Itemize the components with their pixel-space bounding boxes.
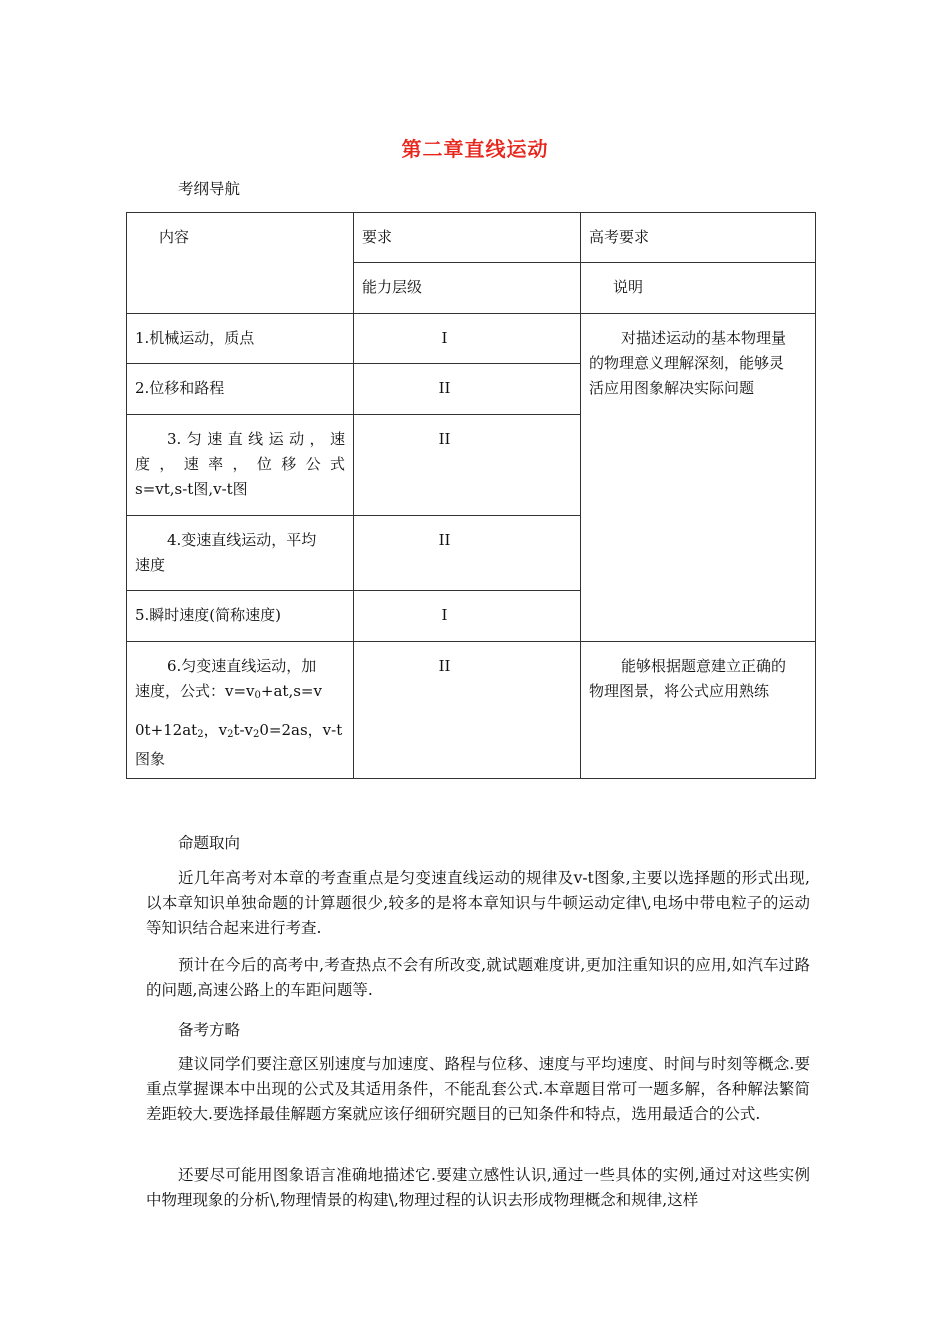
syllabus-table — [126, 212, 816, 779]
row-level: II — [354, 364, 581, 415]
row-level: I — [354, 314, 581, 364]
trend-paragraph-2: 预计在今后的高考中,考查热点不会有所改变,就试题难度讲,更加注重知识的应用,如汽车过路的问题,高速公路上的车距问题等. — [146, 956, 810, 999]
header-exam-requirement: 高考要求 — [581, 213, 816, 263]
note-line: 对描述运动的基本物理量 — [621, 329, 787, 347]
section-label-strategy: 备考方略 — [178, 1021, 241, 1039]
note-line: 能够根据题意建立正确的 — [621, 657, 787, 675]
table-row — [127, 642, 816, 779]
section-label-trend: 命题取向 — [178, 834, 241, 852]
row-content-line: s=vt,s-t图,v-t图 — [135, 480, 248, 498]
row-content: 1.机械运动，质点 — [127, 314, 354, 364]
section-label-outline: 考纲导航 — [178, 180, 241, 198]
row-content-line: 速度 — [135, 556, 166, 574]
note-line: 物理图景，将公式应用熟练 — [589, 682, 770, 700]
header-note: 说明 — [581, 263, 816, 314]
row-content-line: 4.变速直线运动，平均 — [167, 531, 317, 549]
row-content: 5.瞬时速度(简称速度) — [127, 591, 354, 642]
row-content — [127, 516, 354, 591]
table-row — [127, 314, 816, 364]
row-content-line: 3.匀速直线运动，速 — [167, 430, 345, 448]
header-requirement: 要求 — [354, 213, 581, 263]
row-content: 2.位移和路程 — [127, 364, 354, 415]
chapter-title: 第二章直线运动 — [401, 137, 549, 161]
strategy-paragraph-1: 建议同学们要注意区别速度与加速度、路程与位移、速度与平均速度、时间与时刻等概念.要重点掌握课本中出现的公式及其适用条件，不能乱套公式.本章题目常可一题多解，各种解法繁简差距较大.要选择最佳解题方案就应该仔细研究题目的已知条件和特点，选用最适合的公式. — [146, 1055, 810, 1123]
row-content-line: 6.匀变速直线运动，加 — [167, 657, 317, 675]
trend-paragraph-1: 近几年高考对本章的考查重点是匀变速直线运动的规律及v-t图象,主要以选择题的形式出现,以本章知识单独命题的计算题很少,较多的是将本章知识与牛顿运动定律\,电场中带电粒子的运动等知识结合起来进行考查. — [146, 869, 810, 937]
note-line: 活应用图象解决实际问题 — [589, 379, 755, 397]
strategy-paragraph-2: 还要尽可能用图象语言准确地描述它.要建立感性认识,通过一些具体的实例,通过对这些实例中物理现象的分析\,物理情景的构建\,物理过程的认识去形成物理概念和规律,这样 — [146, 1166, 810, 1209]
note-cell-1 — [581, 314, 816, 642]
row-level: I — [354, 591, 581, 642]
row-content-line: 图象 — [135, 750, 166, 768]
note-line: 的物理意义理解深刻，能够灵 — [589, 354, 785, 372]
row-level: II — [354, 642, 581, 779]
row-content — [127, 415, 354, 516]
row-content-line: 度，速率，位移公式 — [135, 455, 345, 473]
row-content — [127, 642, 354, 779]
row-level: II — [354, 516, 581, 591]
note-cell-2 — [581, 642, 816, 779]
header-content: 内容 — [127, 213, 354, 314]
header-ability-level: 能力层级 — [354, 263, 581, 314]
row-content-line: 速度，公式：$v=v_0+at,s=v$ — [135, 682, 322, 701]
row-level: II — [354, 415, 581, 516]
row-content-line: $0t+12at_2$，$v_2t-v_20=2as$，v-t — [135, 721, 343, 740]
